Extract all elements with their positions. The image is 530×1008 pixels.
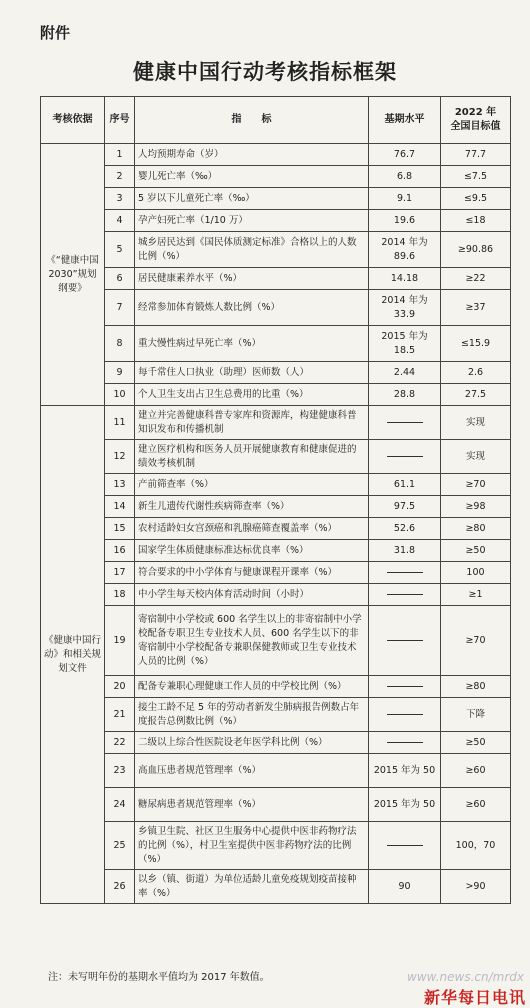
baseline-cell: 61.1	[369, 474, 441, 496]
baseline-cell: 97.5	[369, 496, 441, 518]
target-cell: ≥1	[441, 584, 511, 606]
table-row	[41, 496, 511, 518]
row-number: 12	[105, 440, 135, 474]
target-cell: ≤18	[441, 210, 511, 232]
indicator-cell: 配备专兼职心理健康工作人员的中学校比例（%）	[135, 676, 369, 698]
target-cell: 下降	[441, 698, 511, 732]
baseline-cell: 2014 年为 33.9	[369, 290, 441, 326]
dash-mark	[387, 456, 423, 457]
baseline-cell: 52.6	[369, 518, 441, 540]
dash-mark	[387, 686, 423, 687]
target-cell: ≥98	[441, 496, 511, 518]
target-cell: ≥50	[441, 732, 511, 754]
dash-mark	[387, 640, 423, 641]
dash-mark	[387, 572, 423, 573]
baseline-cell	[369, 732, 441, 754]
table-row	[41, 788, 511, 822]
table-row	[41, 406, 511, 440]
indicator-cell: 糖尿病患者规范管理率（%）	[135, 788, 369, 822]
header-num: 序号	[105, 97, 135, 144]
dash-mark	[387, 594, 423, 595]
target-cell: ≥22	[441, 268, 511, 290]
baseline-cell: 31.8	[369, 540, 441, 562]
attachment-label: 附件	[40, 24, 71, 42]
target-cell: ≤7.5	[441, 166, 511, 188]
baseline-cell	[369, 606, 441, 676]
table-header-row	[41, 97, 511, 144]
table-row	[41, 870, 511, 904]
dash-mark	[387, 422, 423, 423]
row-number: 21	[105, 698, 135, 732]
dash-mark	[387, 714, 423, 715]
row-number: 20	[105, 676, 135, 698]
target-cell: 100，70	[441, 822, 511, 870]
table-row	[41, 290, 511, 326]
target-cell: ≥70	[441, 606, 511, 676]
indicator-cell: 个人卫生支出占卫生总费用的比重（%）	[135, 384, 369, 406]
indicator-cell: 婴儿死亡率（‰）	[135, 166, 369, 188]
row-number: 19	[105, 606, 135, 676]
baseline-cell: 2015 年为 50	[369, 788, 441, 822]
baseline-cell	[369, 406, 441, 440]
basis-cell: 《健康中国行动》和相关规划文件	[41, 406, 105, 904]
indicator-cell: 建立并完善健康科普专家库和资源库，构建健康科普知识发布和传播机制	[135, 406, 369, 440]
table-row	[41, 540, 511, 562]
baseline-cell	[369, 698, 441, 732]
indicator-cell: 新生儿遗传代谢性疾病筛查率（%）	[135, 496, 369, 518]
table-row	[41, 584, 511, 606]
target-cell: 实现	[441, 440, 511, 474]
baseline-cell: 2.44	[369, 362, 441, 384]
row-number: 16	[105, 540, 135, 562]
header-baseline: 基期水平	[369, 97, 441, 144]
table-row	[41, 732, 511, 754]
target-cell: >90	[441, 870, 511, 904]
watermark-url: www.news.cn/mrdx	[407, 970, 524, 984]
target-cell: ≥80	[441, 518, 511, 540]
baseline-cell: 90	[369, 870, 441, 904]
baseline-cell: 19.6	[369, 210, 441, 232]
page-title: 健康中国行动考核指标框架	[133, 60, 397, 84]
row-number: 22	[105, 732, 135, 754]
table-row	[41, 210, 511, 232]
target-cell: ≤9.5	[441, 188, 511, 210]
row-number: 15	[105, 518, 135, 540]
row-number: 6	[105, 268, 135, 290]
baseline-cell	[369, 676, 441, 698]
indicator-cell: 建立医疗机构和医务人员开展健康教育和健康促进的绩效考核机制	[135, 440, 369, 474]
target-cell: 2.6	[441, 362, 511, 384]
row-number: 14	[105, 496, 135, 518]
indicator-cell: 接尘工龄不足 5 年的劳动者新发尘肺病报告例数占年度报告总例数比例（%）	[135, 698, 369, 732]
table-row	[41, 268, 511, 290]
header-target-label: 全国目标值	[450, 121, 501, 132]
indicator-cell: 经常参加体育锻炼人数比例（%）	[135, 290, 369, 326]
header-target	[441, 97, 511, 144]
baseline-cell: 2015 年为 18.5	[369, 326, 441, 362]
row-number: 7	[105, 290, 135, 326]
baseline-cell: 2014 年为 89.6	[369, 232, 441, 268]
baseline-cell: 9.1	[369, 188, 441, 210]
indicator-table	[40, 96, 511, 904]
indicator-cell: 乡镇卫生院、社区卫生服务中心提供中医非药物疗法的比例（%），村卫生室提供中医非药物疗法的比例（%）	[135, 822, 369, 870]
table-row	[41, 166, 511, 188]
table-row	[41, 698, 511, 732]
row-number: 13	[105, 474, 135, 496]
row-number: 26	[105, 870, 135, 904]
row-number: 8	[105, 326, 135, 362]
indicator-cell: 居民健康素养水平（%）	[135, 268, 369, 290]
indicator-cell: 高血压患者规范管理率（%）	[135, 754, 369, 788]
table-row	[41, 518, 511, 540]
indicator-cell: 寄宿制中小学校或 600 名学生以上的非寄宿制中小学校配备专职卫生专业技术人员、600 名学生以下的非寄宿制中小学校配备专兼职保健教师或卫生专业技术人员的比例（%）	[135, 606, 369, 676]
target-cell: 27.5	[441, 384, 511, 406]
row-number: 11	[105, 406, 135, 440]
table-row	[41, 754, 511, 788]
indicator-cell: 孕产妇死亡率（1/10 万）	[135, 210, 369, 232]
target-cell: ≥37	[441, 290, 511, 326]
row-number: 2	[105, 166, 135, 188]
target-cell: ≥60	[441, 788, 511, 822]
table-row	[41, 188, 511, 210]
table-row	[41, 362, 511, 384]
header-indicator: 指 标	[135, 97, 369, 144]
baseline-cell: 76.7	[369, 144, 441, 166]
dash-mark	[387, 845, 423, 846]
indicator-cell: 产前筛查率（%）	[135, 474, 369, 496]
table-row	[41, 822, 511, 870]
baseline-cell	[369, 440, 441, 474]
table-row	[41, 474, 511, 496]
baseline-cell: 14.18	[369, 268, 441, 290]
table-row	[41, 326, 511, 362]
baseline-cell: 2015 年为 50	[369, 754, 441, 788]
target-cell: ≤15.9	[441, 326, 511, 362]
table-row	[41, 562, 511, 584]
baseline-cell	[369, 822, 441, 870]
table-row	[41, 384, 511, 406]
row-number: 1	[105, 144, 135, 166]
indicator-cell: 以乡（镇、街道）为单位适龄儿童免疫规划疫苗接种率（%）	[135, 870, 369, 904]
row-number: 25	[105, 822, 135, 870]
indicator-cell: 符合要求的中小学体育与健康课程开课率（%）	[135, 562, 369, 584]
baseline-cell: 28.8	[369, 384, 441, 406]
dash-mark	[387, 742, 423, 743]
table-row	[41, 232, 511, 268]
indicator-cell: 二级以上综合性医院设老年医学科比例（%）	[135, 732, 369, 754]
header-target-year: 2022 年	[454, 107, 497, 118]
row-number: 4	[105, 210, 135, 232]
footnote: 注：未写明年份的基期水平值均为 2017 年数值。	[48, 972, 270, 983]
baseline-cell: 6.8	[369, 166, 441, 188]
target-cell: ≥50	[441, 540, 511, 562]
baseline-cell	[369, 584, 441, 606]
indicator-cell: 农村适龄妇女宫颈癌和乳腺癌筛查覆盖率（%）	[135, 518, 369, 540]
target-cell: 100	[441, 562, 511, 584]
basis-cell: 《“健康中国 2030”规划纲要》	[41, 144, 105, 406]
target-cell: ≥60	[441, 754, 511, 788]
target-cell: 实现	[441, 406, 511, 440]
header-basis: 考核依据	[41, 97, 105, 144]
indicator-cell: 中小学生每天校内体育活动时间（小时）	[135, 584, 369, 606]
row-number: 18	[105, 584, 135, 606]
target-cell: ≥70	[441, 474, 511, 496]
row-number: 17	[105, 562, 135, 584]
indicator-cell: 城乡居民达到《国民体质测定标准》合格以上的人数比例（%）	[135, 232, 369, 268]
indicator-cell: 国家学生体质健康标准达标优良率（%）	[135, 540, 369, 562]
row-number: 3	[105, 188, 135, 210]
row-number: 9	[105, 362, 135, 384]
target-cell: ≥90.86	[441, 232, 511, 268]
baseline-cell	[369, 562, 441, 584]
target-cell: 77.7	[441, 144, 511, 166]
table-row	[41, 606, 511, 676]
row-number: 23	[105, 754, 135, 788]
row-number: 10	[105, 384, 135, 406]
table-row	[41, 676, 511, 698]
row-number: 5	[105, 232, 135, 268]
indicator-cell: 5 岁以下儿童死亡率（‰）	[135, 188, 369, 210]
row-number: 24	[105, 788, 135, 822]
watermark-logo: 新华每日电讯	[423, 988, 526, 1007]
table-row	[41, 440, 511, 474]
table-row	[41, 144, 511, 166]
target-cell: ≥80	[441, 676, 511, 698]
indicator-cell: 每千常住人口执业（助理）医师数（人）	[135, 362, 369, 384]
indicator-cell: 重大慢性病过早死亡率（%）	[135, 326, 369, 362]
indicator-cell: 人均预期寿命（岁）	[135, 144, 369, 166]
